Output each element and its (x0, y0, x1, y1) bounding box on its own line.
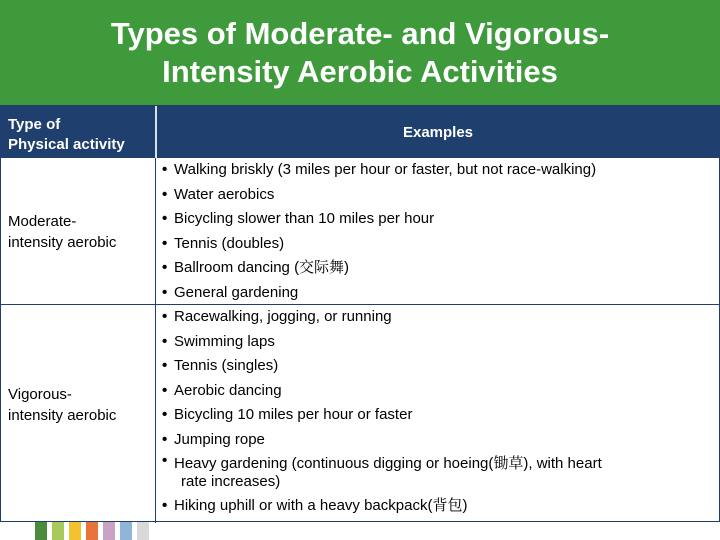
color-swatch (52, 522, 64, 540)
color-swatch (69, 522, 81, 540)
list-item-continuation: rate increases) (181, 473, 281, 490)
list-item: • Jumping rope (161, 428, 717, 453)
list-item: • Bicycling 10 miles per hour or faster (161, 403, 717, 428)
list-item: • Ballroom dancing (交际舞) (161, 256, 717, 281)
category-vigorous-line-2: intensity aerobic (8, 407, 117, 424)
list-item: • Racewalking, jogging, or running (161, 305, 717, 330)
color-swatch (35, 522, 47, 540)
header-type-line-1: Type of (8, 116, 61, 133)
list-item-text: Heavy gardening (continuous digging or hoeing(锄草), with heart (174, 455, 602, 472)
list-item: • Bicycling slower than 10 miles per hour (161, 207, 717, 232)
footer-color-strip (35, 522, 154, 540)
header-type-of-activity (8, 115, 153, 155)
category-vigorous-line-1: Vigorous- (8, 386, 72, 403)
slide-title-line-1: Types of Moderate- and Vigorous- (110, 16, 610, 51)
list-item: • Tennis (doubles) (161, 232, 717, 257)
title-bar (0, 0, 720, 105)
header-examples: Examples (402, 124, 474, 141)
slide-title-line-2: Intensity Aerobic Activities (162, 54, 558, 89)
color-swatch (86, 522, 98, 540)
header-type-line-2: Physical activity (8, 136, 125, 153)
table-header (1, 106, 719, 158)
list-item: • Tennis (singles) (161, 354, 717, 379)
list-item: • Swimming laps (161, 330, 717, 355)
category-moderate (8, 211, 153, 253)
list-item: • Walking briskly (3 miles per hour or faster, but not race-walking) (161, 158, 717, 183)
category-moderate-line-2: intensity aerobic (8, 234, 117, 251)
list-item: • General gardening (161, 281, 717, 306)
category-moderate-line-1: Moderate- (8, 213, 77, 230)
activities-table (0, 105, 720, 522)
color-swatch (120, 522, 132, 540)
list-item: • Hiking uphill or with a heavy backpack(背包) (161, 494, 717, 519)
color-swatch (137, 522, 149, 540)
examples-list (161, 158, 717, 519)
category-vigorous (8, 384, 153, 426)
column-divider (155, 158, 156, 523)
list-item (161, 452, 717, 494)
color-swatch (103, 522, 115, 540)
list-item: • Water aerobics (161, 183, 717, 208)
list-item: • Aerobic dancing (161, 379, 717, 404)
